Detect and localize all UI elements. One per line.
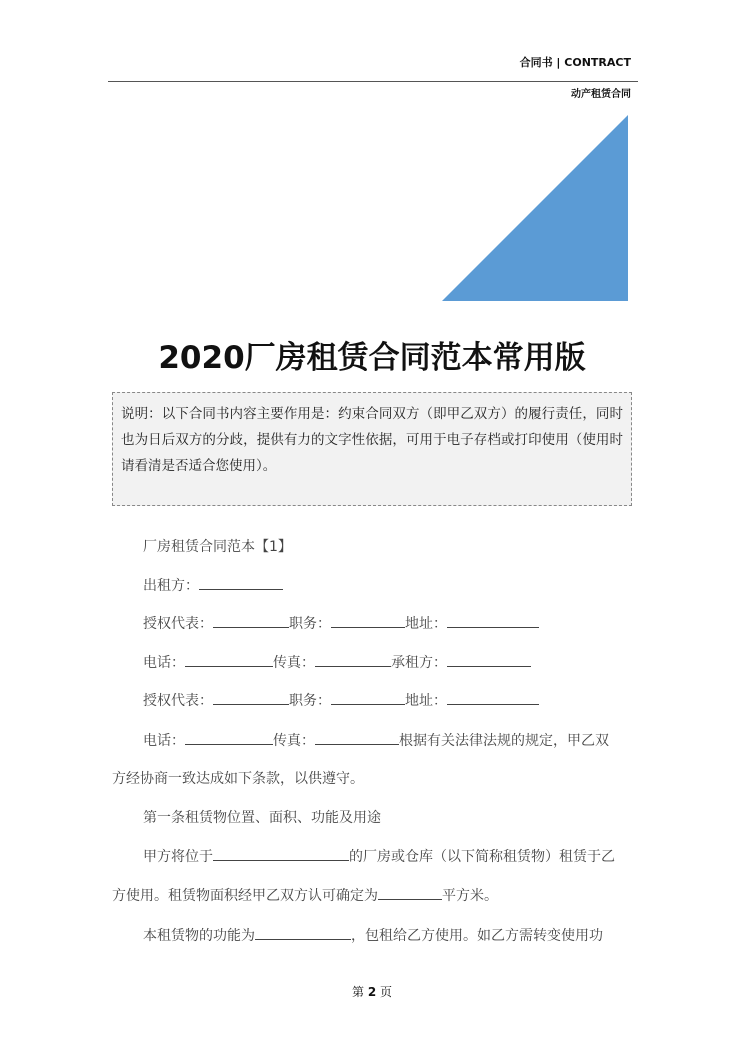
article1-heading: 第一条租赁物位置、面积、功能及用途 [143, 810, 381, 826]
auth-rep-blank [213, 613, 289, 628]
section-heading: 厂房租赁合同范本【1】 [143, 539, 292, 555]
fax-blank-2 [315, 730, 399, 745]
address-blank-2 [447, 690, 539, 705]
para1-start: 根据有关法律法规的规定，甲乙双 [399, 733, 609, 749]
para2-part4: 平方米。 [442, 888, 498, 904]
para2-line1 [143, 846, 615, 866]
address-blank [447, 613, 539, 628]
lessor-label: 出租方： [143, 578, 199, 594]
address-label-2: 地址： [405, 693, 447, 709]
header-right-label: CONTRACT [564, 56, 631, 69]
page-footer [0, 983, 744, 1000]
position-blank [331, 613, 405, 628]
lessor-phone-line [143, 652, 531, 672]
phone-label-2: 电话： [143, 733, 185, 749]
position-label: 职务： [289, 616, 331, 632]
address-label: 地址： [405, 616, 447, 632]
page-number: 2 [367, 985, 377, 999]
position-blank-2 [331, 690, 405, 705]
phone-label: 电话： [143, 655, 185, 671]
header-label [520, 54, 631, 70]
auth-rep-label: 授权代表： [143, 616, 213, 632]
para2-part2: 的厂房或仓库（以下简称租赁物）租赁于乙 [349, 849, 615, 865]
fax-blank [315, 652, 391, 667]
para3-part1: 本租赁物的功能为 [143, 928, 255, 944]
footer-suffix: 页 [380, 985, 393, 999]
location-blank [213, 846, 349, 861]
phone-blank-2 [185, 730, 273, 745]
header-left-label: 合同书 [519, 56, 553, 69]
auth-rep-label-2: 授权代表： [143, 693, 213, 709]
lessor-blank [199, 575, 283, 590]
lessee-phone-line [143, 730, 609, 750]
header-rule [108, 81, 638, 82]
para2-part1: 甲方将位于 [143, 849, 213, 865]
lessee-rep-line [143, 690, 539, 710]
position-label-2: 职务： [289, 693, 331, 709]
lessor-line [143, 575, 283, 595]
para3-part2: ，包租给乙方使用。如乙方需转变使用功 [351, 928, 603, 944]
function-blank [255, 925, 351, 940]
para2-line2 [112, 885, 498, 905]
fax-label: 传真： [273, 655, 315, 671]
para1-continuation: 方经协商一致达成如下条款，以供遵守。 [112, 771, 364, 787]
notice-box: 说明：以下合同书内容主要作用是：约束合同双方（即甲乙双方）的履行责任，同时也为日后双方的分歧，提供有力的文字性依据，可用于电子存档或打印使用（使用时请看清是否适合您使用）。 [112, 392, 632, 506]
decorative-triangle [442, 115, 628, 301]
lessor-rep-line [143, 613, 539, 633]
page-title: 2020厂房租赁合同范本常用版 [158, 340, 586, 376]
lessee-blank [447, 652, 531, 667]
footer-prefix: 第 [351, 985, 364, 999]
area-blank [378, 885, 442, 900]
auth-rep-blank-2 [213, 690, 289, 705]
phone-blank [185, 652, 273, 667]
header-subtitle: 动产租赁合同 [571, 89, 631, 100]
para2-part3: 方使用。租赁物面积经甲乙双方认可确定为 [112, 888, 378, 904]
triangle-shape [442, 115, 628, 301]
fax-label-2: 传真： [273, 733, 315, 749]
header-separator: | [556, 56, 561, 69]
lessee-label: 承租方： [391, 655, 447, 671]
para3-line1 [143, 925, 603, 945]
